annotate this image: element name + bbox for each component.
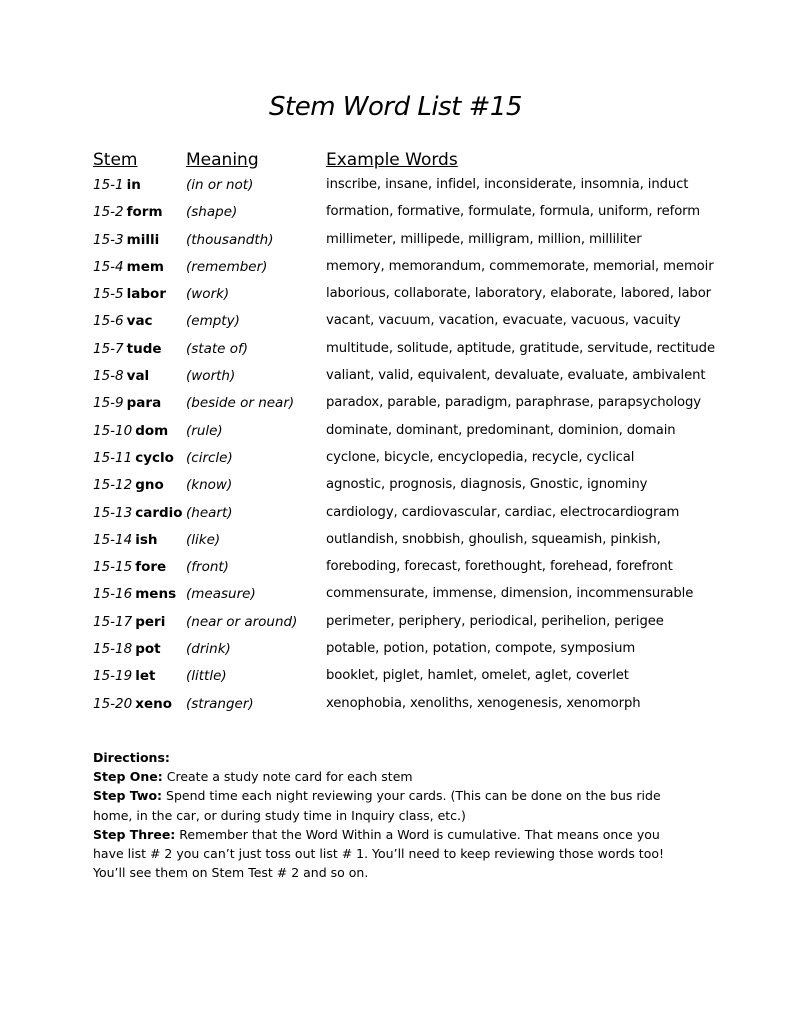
stem-number: 15-7 [93,340,124,357]
stem-row [93,284,733,311]
stem-number-and-word [93,202,163,222]
stem-row [93,366,733,393]
header-meaning: Meaning [186,150,259,170]
stem-examples: dominate, dominant, predominant, dominion, domain [326,422,676,438]
stem-word: val [126,368,150,385]
stem-number: 15-11 [93,449,133,466]
stem-meaning: (shape) [186,204,238,221]
stem-meaning: (beside or near) [186,395,295,412]
stem-number-and-word [93,421,168,441]
stem-examples: formation, formative, formulate, formula, uniform, reform [326,204,700,220]
stem-examples: perimeter, periphery, periodical, perihelion, perigee [326,613,664,629]
stem-number-and-word [93,366,149,386]
stem-number-and-word [93,694,172,714]
stem-examples: valiant, valid, equivalent, devaluate, evaluate, ambivalent [326,368,706,384]
stem-number: 15-15 [93,559,133,576]
stem-word: dom [135,422,169,439]
stem-row [93,557,733,584]
stem-number-and-word [93,393,161,413]
stem-word: xeno [135,695,172,712]
step-two-text: Spend time each night reviewing your cards. (This can be done on the bus ride home, in the car, or during study time in Inquiry class, etc.) [93,788,661,823]
column-headers [93,150,733,174]
stem-number: 15-13 [93,504,133,521]
stem-number-and-word [93,339,162,359]
stem-number-and-word [93,475,164,495]
stem-number: 15-19 [93,668,133,685]
stem-number-and-word [93,257,164,277]
step-three-label: Step Three: [93,826,176,842]
stem-word: let [135,668,156,685]
stem-word: in [126,177,141,193]
stem-row [93,421,733,448]
stem-meaning: (know) [186,477,233,494]
stem-examples: commensurate, immense, dimension, incommensurable [326,586,694,602]
stem-word: fore [135,559,167,576]
stem-word: gno [135,477,164,494]
stem-number-and-word [93,666,155,686]
stem-word: form [126,204,163,221]
stem-row [93,311,733,338]
stem-word: labor [126,286,166,303]
stem-meaning: (work) [186,286,230,303]
page-title: Stem Word List #15 [269,92,522,122]
stem-number-and-word [93,230,159,250]
stem-word: mem [126,258,164,275]
stem-word: para [126,395,162,412]
stem-list [93,175,733,721]
stem-word: tude [126,340,162,357]
stem-meaning: (rule) [186,422,223,439]
step-one-label: Step One: [93,769,163,785]
stem-row [93,230,733,257]
stem-number: 15-8 [93,368,124,385]
stem-word: cardio [135,504,183,521]
stem-examples: multitude, solitude, aptitude, gratitude, servitude, rectitude [326,340,715,356]
stem-row [93,393,733,420]
stem-examples: cardiology, cardiovascular, cardiac, electrocardiogram [326,504,680,520]
stem-number: 15-5 [93,286,124,303]
stem-number-and-word [93,639,161,659]
stem-number-and-word [93,612,165,632]
stem-number: 15-18 [93,641,133,658]
stem-examples: agnostic, prognosis, diagnosis, Gnostic, ignominy [326,477,648,493]
stem-number: 15-1 [93,177,124,193]
stem-examples: outlandish, snobbish, ghoulish, squeamish, pinkish, [326,531,661,547]
stem-number: 15-6 [93,313,124,330]
stem-number: 15-20 [93,695,133,712]
stem-meaning: (stranger) [186,695,254,712]
stem-row [93,175,733,202]
stem-word: vac [126,313,153,330]
stem-examples: potable, potion, potation, compote, symposium [326,641,636,657]
stem-row [93,530,733,557]
stem-number-and-word [93,284,166,304]
stem-row [93,639,733,666]
stem-number-and-word [93,175,141,195]
stem-word: peri [135,613,166,630]
stem-meaning: (remember) [186,258,268,275]
stem-number: 15-10 [93,422,133,439]
stem-number-and-word [93,311,153,331]
stem-meaning: (front) [186,559,229,576]
header-examples: Example Words [326,150,458,170]
stem-examples: cyclone, bicycle, encyclopedia, recycle, cyclical [326,449,635,465]
stem-meaning: (worth) [186,368,236,385]
stem-number: 15-14 [93,531,133,548]
stem-examples: memory, memorandum, commemorate, memorial, memoir [326,258,714,274]
stem-examples: foreboding, forecast, forethought, forehead, forefront [326,559,673,575]
stem-word: pot [135,641,161,658]
stem-meaning: (circle) [186,449,233,466]
stem-number-and-word [93,584,176,604]
stem-meaning: (empty) [186,313,240,330]
stem-row [93,257,733,284]
stem-meaning: (heart) [186,504,233,521]
stem-meaning: (in or not) [186,177,254,193]
stem-examples: booklet, piglet, hamlet, omelet, aglet, coverlet [326,668,629,684]
step-two-label: Step Two: [93,788,163,804]
stem-meaning: (state of) [186,340,249,357]
step-three [93,825,693,883]
step-one [93,767,693,786]
stem-meaning: (like) [186,531,221,548]
stem-word: cyclo [135,449,174,466]
stem-number: 15-16 [93,586,133,603]
stem-number: 15-9 [93,395,124,412]
stem-row [93,584,733,611]
stem-meaning: (measure) [186,586,256,603]
stem-number: 15-4 [93,258,124,275]
directions-heading: Directions: [93,750,170,765]
directions-section [93,748,693,882]
stem-number: 15-12 [93,477,133,494]
stem-examples: xenophobia, xenoliths, xenogenesis, xenomorph [326,695,641,711]
stem-number-and-word [93,503,183,523]
stem-number: 15-3 [93,231,124,248]
stem-examples: laborious, collaborate, laboratory, elaborate, labored, labor [326,286,711,302]
stem-row [93,666,733,693]
stem-number-and-word [93,530,158,550]
stem-row [93,503,733,530]
stem-number: 15-17 [93,613,133,630]
stem-row [93,202,733,229]
stem-examples: inscribe, insane, infidel, inconsiderate, insomnia, induct [326,177,689,192]
stem-row [93,448,733,475]
step-one-text: Create a study note card for each stem [162,769,413,785]
stem-examples: paradox, parable, paradigm, paraphrase, parapsychology [326,395,701,411]
stem-meaning: (near or around) [186,613,298,630]
stem-meaning: (drink) [186,641,231,658]
step-three-text: Remember that the Word Within a Word is cumulative. That means once you have list # 2 you can’t just toss out list # 1. You’ll need to keep reviewing those words too! You’ll see them on Stem Test # 2 and so on. [93,826,665,881]
stem-word: ish [135,531,158,548]
step-two [93,786,693,824]
stem-row [93,612,733,639]
stem-meaning: (little) [186,668,227,685]
stem-row [93,339,733,366]
stem-row [93,475,733,502]
stem-word: milli [126,231,160,248]
stem-number: 15-2 [93,204,124,221]
header-stem: Stem [93,150,138,170]
stem-examples: millimeter, millipede, milligram, million, milliliter [326,231,642,247]
stem-word: mens [135,586,177,603]
stem-row [93,694,733,721]
stem-meaning: (thousandth) [186,231,274,248]
stem-number-and-word [93,448,174,468]
stem-number-and-word [93,557,166,577]
stem-examples: vacant, vacuum, vacation, evacuate, vacuous, vacuity [326,313,681,329]
